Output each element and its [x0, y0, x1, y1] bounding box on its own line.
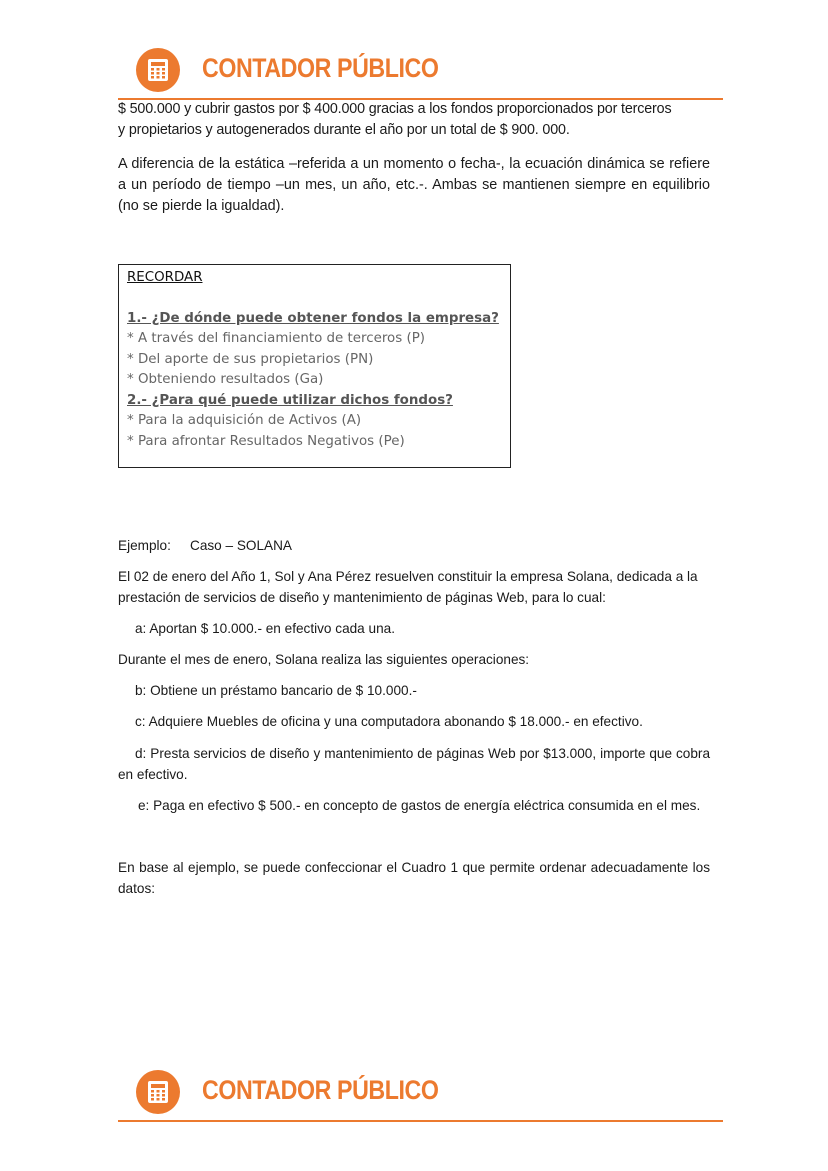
item-c: c: Adquiere Muebles de oficina y una computadora abonando $ 18.000.- en efectivo. — [135, 714, 643, 729]
example-heading — [118, 535, 710, 556]
example-case: Caso – SOLANA — [190, 538, 292, 553]
continuation-line-1: $ 500.000 y cubrir gastos por $ 400.000 gracias a los fondos proporcionados por terceros — [118, 101, 672, 117]
page-header — [118, 44, 723, 100]
example-label: Ejemplo: — [118, 538, 171, 553]
question-1: 1.- ¿De dónde puede obtener fondos la empresa? — [127, 310, 499, 326]
during-month-text: Durante el mes de enero, Solana realiza las siguientes operaciones: — [118, 652, 530, 667]
list-item: * Para afrontar Resultados Negativos (Pe) — [127, 433, 405, 449]
continuation-paragraph — [118, 99, 710, 141]
item-d: d: Presta servicios de diseño y mantenimiento de páginas Web por $13.000, importe que cobra en efectivo. — [118, 746, 710, 782]
footer-divider — [118, 1120, 723, 1122]
page-footer — [118, 1066, 723, 1122]
example-intro: El 02 de enero del Año 1, Sol y Ana Pérez resuelven constituir la empresa Solana, dedicada a la prestación de servicios de diseño y mantenimiento de páginas Web, para lo cual: — [118, 569, 698, 605]
list-item: * Para la adquisición de Activos (A) — [127, 413, 362, 428]
list-item: * Del aporte de sus propietarios (PN) — [127, 351, 374, 367]
recordar-title: RECORDAR — [127, 270, 203, 285]
brand-title: CONTADOR PÚBLICO — [202, 53, 439, 83]
brand-title: CONTADOR PÚBLICO — [202, 1075, 439, 1105]
calculator-icon — [136, 1070, 180, 1114]
continuation-line-2: y propietarios y autogenerados durante el año por un total de $ 900. 000. — [118, 122, 570, 138]
list-item: * Obteniendo resultados (Ga) — [127, 372, 324, 387]
item-b: b: Obtiene un préstamo bancario de $ 10.000.- — [135, 683, 417, 698]
question-2: 2.- ¿Para qué puede utilizar dichos fondos? — [127, 392, 453, 408]
recordar-box — [118, 264, 511, 468]
calculator-icon — [136, 48, 180, 92]
item-a: a: Aportan $ 10.000.- en efectivo cada una. — [135, 621, 395, 636]
list-item: * A través del financiamiento de terceros (P) — [127, 331, 425, 346]
closing-paragraph: En base al ejemplo, se puede confeccionar el Cuadro 1 que permite ordenar adecuadamente los datos: — [118, 860, 710, 896]
item-e: e: Paga en efectivo $ 500.- en concepto de gastos de energía eléctrica consumida en el mes. — [138, 798, 701, 813]
dynamic-equation-paragraph: A diferencia de la estática –referida a un momento o fecha-, la ecuación dinámica se refiere a un período de tiempo –un mes, un año, etc.-. Ambas se mantienen siempre en equilibrio (no se pierde la igualdad). — [118, 156, 710, 214]
